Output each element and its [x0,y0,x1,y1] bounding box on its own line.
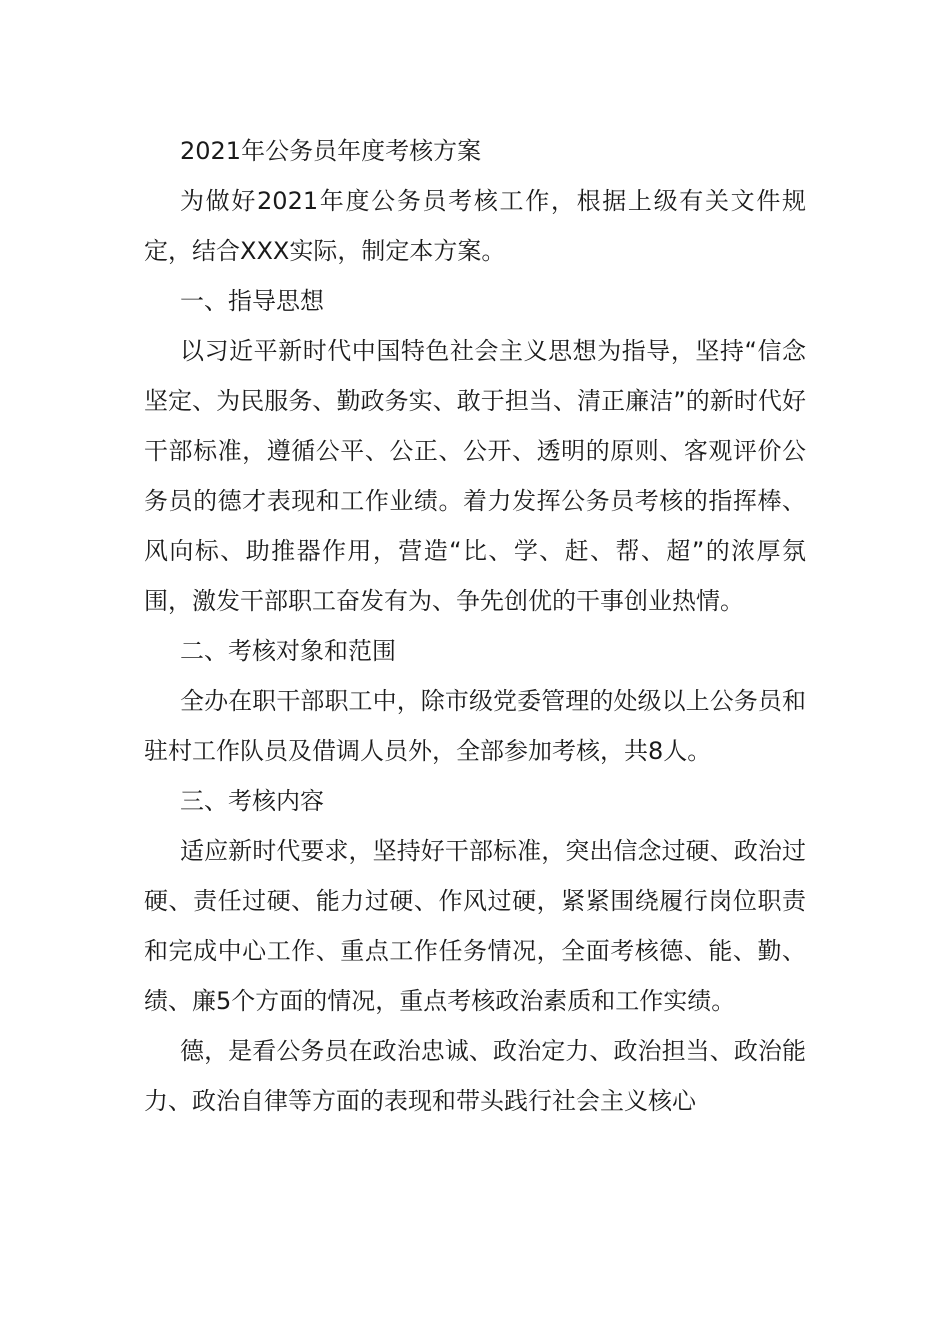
body-paragraph: 全办在职干部职工中，除市级党委管理的处级以上公务员和驻村工作队员及借调人员外，全部参加考核，共8人。 [144,687,806,765]
body-paragraph: 德，是看公务员在政治忠诚、政治定力、政治担当、政治能力、政治自律等方面的表现和带头践行社会主义核心 [144,1037,806,1115]
section-heading-guiding-ideology: 一、指导思想 [180,287,324,315]
section-heading-assessment-content: 三、考核内容 [180,787,324,815]
document-body [144,126,806,1126]
section-heading-assessment-scope: 二、考核对象和范围 [180,637,396,665]
body-paragraph: 适应新时代要求，坚持好干部标准，突出信念过硬、政治过硬、责任过硬、能力过硬、作风过硬，紧紧围绕履行岗位职责和完成中心工作、重点工作任务情况，全面考核德、能、勤、绩、廉5个方面的情况，重点考核政治素质和工作实绩。 [144,837,806,1015]
body-paragraph: 以习近平新时代中国特色社会主义思想为指导，坚持“信念坚定、为民服务、勤政务实、敢于担当、清正廉洁”的新时代好干部标准，遵循公平、公正、公开、透明的原则、客观评价公务员的德才表现和工作业绩。着力发挥公务员考核的指挥棒、风向标、助推器作用，营造“比、学、赶、帮、超”的浓厚氛围，激发干部职工奋发有为、争先创优的干事创业热情。 [144,337,806,615]
intro-paragraph: 为做好2021年度公务员考核工作，根据上级有关文件规定，结合XXX实际，制定本方案。 [144,187,806,265]
document-title: 2021年公务员年度考核方案 [180,137,482,165]
